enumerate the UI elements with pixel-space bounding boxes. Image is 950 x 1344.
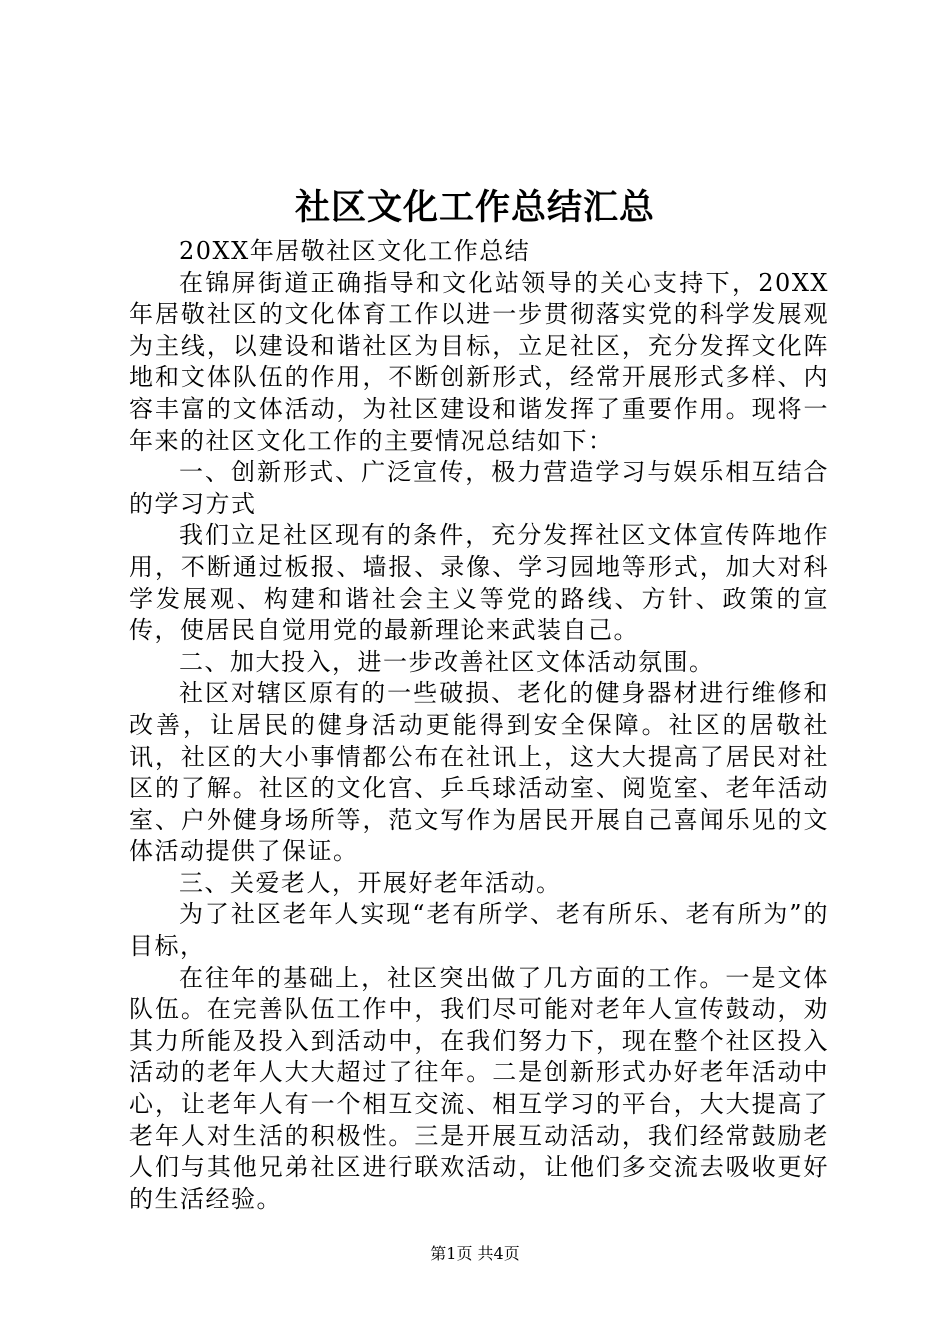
section-heading-3: 三、关爱老人，开展好老年活动。 (179, 868, 562, 897)
paragraph-section-3-detail: 在往年的基础上，社区突出做了几方面的工作。一是文体队伍。在完善队伍工作中，我们尽可能对老年人宣传鼓动，劝其力所能及投入到活动中，在我们努力下，现在整个社区投入活动的老年人大大超过了往年。二是创新形式办好老年活动中心，让老年人有一个相互交流、相互学习的平台，大大提高了老年人对生活的积极性。三是开展互动活动，我们经常鼓励老人们与其他兄弟社区进行联欢活动，让他们多交流去吸收更好的生活经验。 (129, 963, 829, 1213)
section-heading-1: 一、创新形式、广泛宣传，极力营造学习与娱乐相互结合的学习方式 (129, 458, 829, 518)
paragraph-section-2: 社区对辖区原有的一些破损、老化的健身器材进行维修和改善，让居民的健身活动更能得到安全保障。社区的居敬社讯，社区的大小事情都公布在社讯上，这大大提高了居民对社区的了解。社区的文化宫、乒乓球活动室、阅览室、老年活动室、户外健身场所等，范文写作为居民开展自己喜闻乐见的文体活动提供了保证。 (129, 679, 829, 866)
section-heading-2: 二、加大投入，进一步改善社区文体活动氛围。 (179, 647, 715, 676)
paragraph-subtitle: 20XX年居敬社区文化工作总结 (179, 237, 531, 265)
document-title: 社区文化工作总结汇总 (294, 187, 655, 228)
document-body (129, 236, 829, 1215)
paragraph-section-3-goal: 为了社区老年人实现“老有所学、老有所乐、老有所为”的目标， (129, 900, 829, 961)
paragraph-section-1: 我们立足社区现有的条件，充分发挥社区文体宣传阵地作用，不断通过板报、墙报、录像、学习园地等形式，加大对科学发展观、构建和谐社会主义等党的路线、方针、政策的宣传，使居民自觉用党的最新理论来武装自己。 (129, 521, 829, 645)
paragraph-intro: 在锦屏街道正确指导和文化站领导的关心支持下，20XX年居敬社区的文化体育工作以进一步贯彻落实党的科学发展观为主线，以建设和谐社区为目标，立足社区，充分发挥文化阵地和文体队伍的作用，不断创新形式，经常开展形式多样、内容丰富的文体活动，为社区建设和谐发挥了重要作用。现将一年来的社区文化工作的主要情况总结如下： (129, 268, 829, 455)
page-footer: 第1页 共4页 (430, 1244, 520, 1263)
